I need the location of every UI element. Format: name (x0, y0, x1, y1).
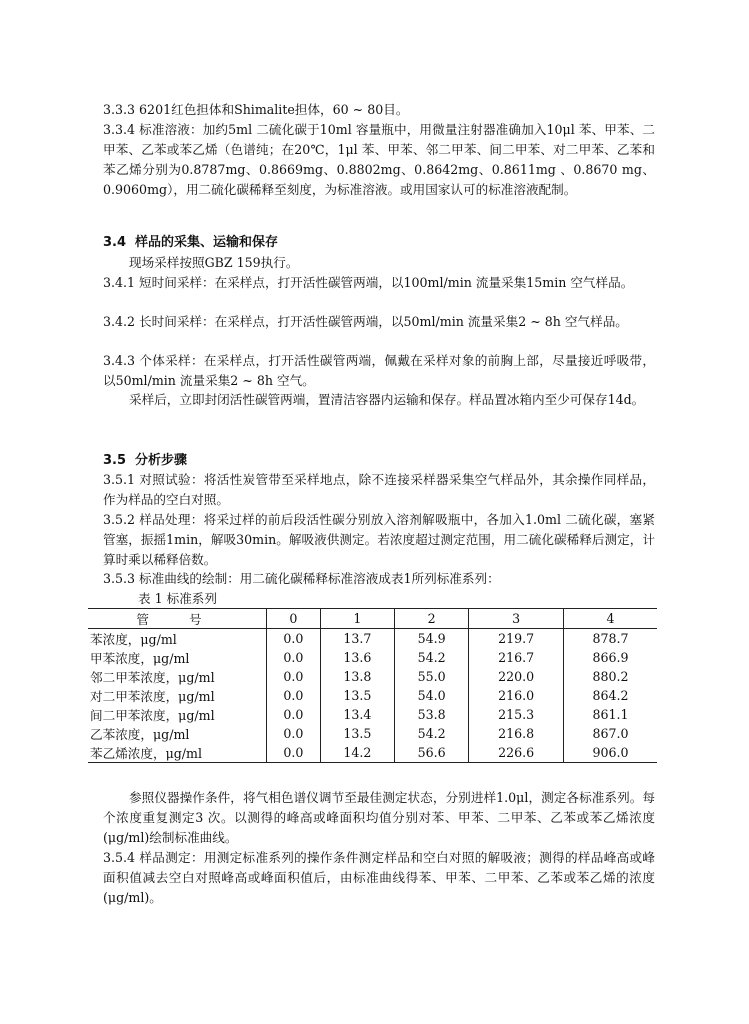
table-cell: 13.5 (320, 686, 394, 705)
table-cell: 215.3 (469, 705, 564, 724)
table-row (88, 705, 657, 724)
table-cell: 216.7 (469, 648, 564, 667)
table-caption: 表 1 标准系列 (138, 591, 217, 606)
table-cell: 864.2 (564, 686, 658, 705)
para-3-4-storage: 采样后，立即封闭活性碳管两端，置清洁容器内运输和保存。样品置冰箱内至少可保存14d。 (129, 392, 645, 407)
table-cell: 906.0 (564, 743, 658, 763)
heading-title: 分析步骤 (135, 453, 188, 468)
table-row (88, 686, 657, 705)
para-3-4-3: 3.4.3 个体采样：在采样点，打开活性碳管两端，佩戴在采样对象的前胸上部，尽量接近呼吸带，以50ml/min 流量采集2 ~ 8h 空气。 (103, 353, 655, 388)
table-cell: 13.5 (320, 724, 394, 743)
table-cell: 13.4 (320, 705, 394, 724)
table-row (88, 743, 657, 763)
table-cell: 54.9 (395, 629, 469, 649)
para-instrument-conditions: 参照仪器操作条件，将气相色谱仪调节至最佳测定状态，分别进样1.0μl，测定各标准系列。每个浓度重复测定3 次。以测得的峰高或峰面积均值分别对苯、甲苯、二甲苯、乙苯或苯乙烯浓度(μg/ml)绘制标准曲线。 (103, 790, 655, 845)
row-label: 甲苯浓度，μg/ml (90, 651, 190, 666)
header-cell: 0 (267, 609, 321, 629)
table-cell: 878.7 (564, 629, 658, 649)
table-cell: 220.0 (469, 667, 564, 686)
table-cell: 880.2 (564, 667, 658, 686)
para-3-5-3: 3.5.3 标准曲线的绘制：用二硫化碳稀释标准溶液成表1所列标准系列： (103, 571, 500, 586)
para-3-5-4: 3.5.4 样品测定：用测定标准系列的操作条件测定样品和空白对照的解吸液；测得的样品峰高或峰面积值减去空白对照峰高或峰面积值后，由标准曲线得苯、甲苯、二甲苯、乙苯或苯乙烯的浓度(μg/ml)。 (103, 850, 655, 905)
table-cell: 54.0 (395, 686, 469, 705)
table-cell: 216.8 (469, 724, 564, 743)
row-label: 间二甲苯浓度，μg/ml (90, 708, 215, 723)
row-label: 乙苯浓度，μg/ml (90, 727, 190, 742)
para-3-5-2: 3.5.2 样品处理：将采过样的前后段活性碳分别放入溶剂解吸瓶中，各加入1.0ml 二硫化碳，塞紧管塞，振摇1min，解吸30min。解吸液供测定。若浓度超过测定范围，用二硫化碳稀释后测定，计算时乘以稀释倍数。 (103, 512, 655, 567)
table-cell: 867.0 (564, 724, 658, 743)
table-row (88, 648, 657, 667)
table-cell: 54.2 (395, 648, 469, 667)
heading-3-4 (103, 233, 278, 253)
header-cell: 管 号 (88, 609, 267, 629)
row-label: 苯乙烯浓度，μg/ml (88, 743, 267, 763)
table-cell: 0.0 (267, 743, 321, 763)
table-cell: 861.1 (564, 705, 658, 724)
table-row (88, 667, 657, 686)
heading-number: 3.4 (103, 235, 127, 250)
table-cell: 13.6 (320, 648, 394, 667)
table-cell: 54.2 (395, 724, 469, 743)
row-label: 对二甲苯浓度，μg/ml (90, 689, 215, 704)
para-3-4-2: 3.4.2 长时间采样：在采样点，打开活性碳管两端，以50ml/min 流量采集2 ~ 8h 空气样品。 (103, 314, 628, 329)
table-cell: 14.2 (320, 743, 394, 763)
para-3-4-intro: 现场采样按照GBZ 159执行。 (129, 255, 299, 270)
para-3-5-1: 3.5.1 对照试验：将活性炭管带至采样地点，除不连接采样器采集空气样品外，其余操作同样品，作为样品的空白对照。 (103, 472, 655, 507)
table-cell: 0.0 (267, 724, 321, 743)
table-cell: 0.0 (267, 667, 321, 686)
para-3-3-3: 3.3.3 6201红色担体和Shimalite担体，60 ~ 80目。 (103, 102, 409, 117)
row-label: 邻二甲苯浓度，μg/ml (90, 670, 215, 685)
table-header-row (88, 609, 657, 629)
heading-number: 3.5 (103, 453, 127, 468)
standard-series-table (88, 608, 657, 763)
table-cell: 0.0 (267, 705, 321, 724)
table-cell: 13.7 (320, 629, 394, 649)
table-cell: 56.6 (395, 743, 469, 763)
header-cell: 4 (564, 609, 658, 629)
table-cell: 219.7 (469, 629, 564, 649)
table-row (88, 724, 657, 743)
table-cell: 216.0 (469, 686, 564, 705)
table-cell: 866.9 (564, 648, 658, 667)
header-cell: 2 (395, 609, 469, 629)
header-cell: 1 (320, 609, 394, 629)
header-cell: 3 (469, 609, 564, 629)
table-cell: 0.0 (267, 629, 321, 649)
table-cell: 226.6 (469, 743, 564, 763)
table-cell: 0.0 (267, 686, 321, 705)
table-cell: 55.0 (395, 667, 469, 686)
table-cell: 0.0 (267, 648, 321, 667)
table-cell: 53.8 (395, 705, 469, 724)
para-3-3-4: 3.3.4 标准溶液：加约5ml 二硫化碳于10ml 容量瓶中，用微量注射器准确加入10μl 苯、甲苯、二甲苯、乙苯或苯乙烯（色谱纯；在20℃，1μl 苯、甲苯、邻二甲苯、间二甲苯、对二甲苯、乙苯和苯乙烯分别为0.8787mg、0.8669mg、0.8802mg、0.8642mg、0.8611mg 、0.8670 mg、0.9060mg），用二硫化碳稀释至刻度，为标准溶液。或用国家认可的标准溶液配制。 (103, 122, 655, 197)
para-3-4-1: 3.4.1 短时间采样：在采样点，打开活性碳管两端，以100ml/min 流量采集15min 空气样品。 (103, 275, 634, 290)
heading-3-5 (103, 451, 187, 471)
heading-title: 样品的采集、运输和保存 (135, 235, 279, 250)
table-row (88, 629, 657, 649)
row-label: 苯浓度，μg/ml (90, 632, 177, 647)
table-cell: 13.8 (320, 667, 394, 686)
